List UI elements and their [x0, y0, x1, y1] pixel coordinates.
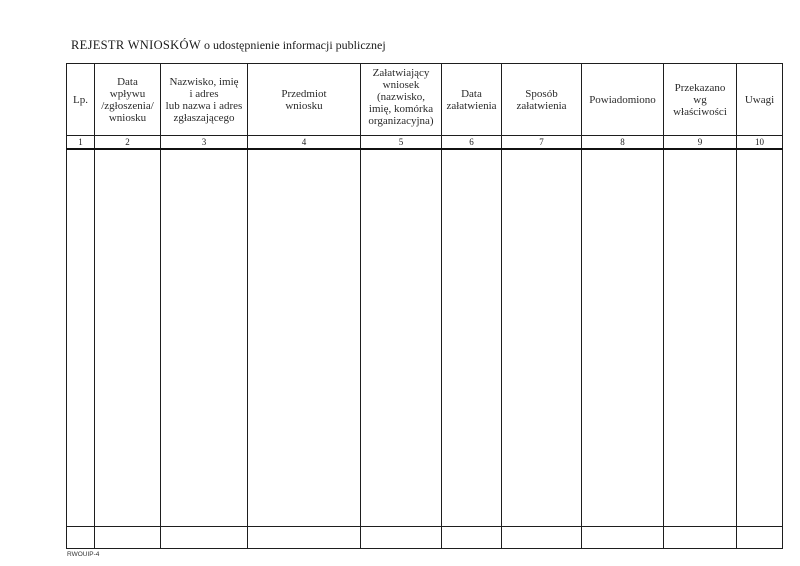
footer-cell	[161, 526, 248, 548]
entry-cell-notified	[582, 149, 664, 527]
footer-cell	[664, 526, 737, 548]
entry-cell-applicant	[161, 149, 248, 527]
column-number: 2	[95, 136, 161, 149]
footer-row	[67, 526, 783, 548]
entry-cell-forwarded	[664, 149, 737, 527]
column-header-handler: Załatwiający wniosek (nazwisko, imię, komórka organizacyjna)	[361, 64, 442, 136]
entry-cell-remarks	[737, 149, 783, 527]
footer-cell	[248, 526, 361, 548]
footer-cell	[502, 526, 582, 548]
register-title-main: REJESTR WNIOSKÓW	[71, 38, 201, 52]
footer-cell	[737, 526, 783, 548]
header-row	[67, 64, 783, 136]
column-number: 4	[248, 136, 361, 149]
entry-cell-handler	[361, 149, 442, 527]
register-title-sub: o udostępnienie informacji publicznej	[204, 38, 386, 52]
column-header-date-received: Data wpływu /zgłoszenia/ wniosku	[95, 64, 161, 136]
register-title	[71, 38, 386, 53]
footer-cell	[67, 526, 95, 548]
column-number: 8	[582, 136, 664, 149]
entry-cell-subject	[248, 149, 361, 527]
footer-cell	[442, 526, 502, 548]
entry-cell-date-resolved	[442, 149, 502, 527]
column-number: 7	[502, 136, 582, 149]
form-code: RWOUIP-4	[67, 551, 100, 558]
column-number: 9	[664, 136, 737, 149]
column-number: 5	[361, 136, 442, 149]
footer-cell	[95, 526, 161, 548]
column-number: 10	[737, 136, 783, 149]
column-header-applicant: Nazwisko, imię i adres lub nazwa i adres zgłaszającego	[161, 64, 248, 136]
entry-cell-lp	[67, 149, 95, 527]
column-number: 3	[161, 136, 248, 149]
column-number: 1	[67, 136, 95, 149]
column-header-date-resolved: Data załatwienia	[442, 64, 502, 136]
entry-row	[67, 149, 783, 527]
column-number: 6	[442, 136, 502, 149]
column-header-lp: Lp.	[67, 64, 95, 136]
entry-cell-resolution-method	[502, 149, 582, 527]
column-header-subject: Przedmiot wniosku	[248, 64, 361, 136]
column-header-resolution-method: Sposób załatwienia	[502, 64, 582, 136]
entry-cell-date-received	[95, 149, 161, 527]
column-header-remarks: Uwagi	[737, 64, 783, 136]
column-number-row	[67, 136, 783, 149]
footer-cell	[582, 526, 664, 548]
register-table	[66, 63, 783, 549]
footer-cell	[361, 526, 442, 548]
column-header-forwarded: Przekazano wg właściwości	[664, 64, 737, 136]
column-header-notified: Powiadomiono	[582, 64, 664, 136]
